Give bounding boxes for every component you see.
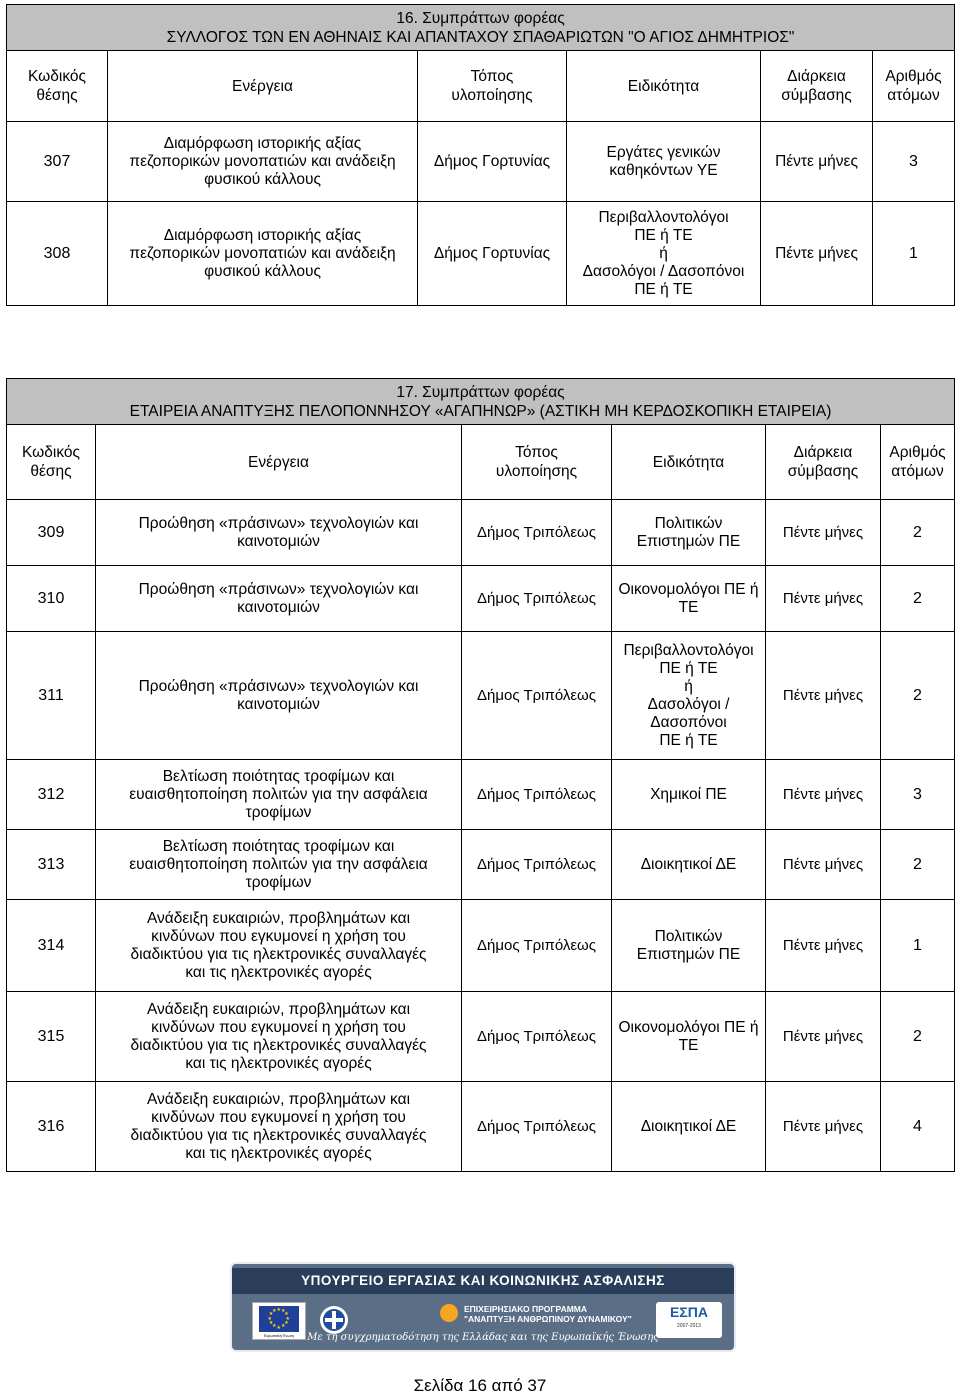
- position-code: 312: [7, 760, 96, 830]
- positions-table-17: [6, 378, 955, 1172]
- action-cell: Βελτίωση ποιότητας τροφίμων και ευαισθητοποίηση πολιτών για την ασφάλεια τροφίμων: [96, 830, 462, 900]
- duration-cell: Πέντε μήνες: [766, 632, 881, 760]
- section-title: [7, 379, 955, 425]
- star-icon: ★: [284, 1320, 289, 1326]
- organization-name: ΣΥΛΛΟΓΟΣ ΤΩΝ ΕΝ ΑΘΗΝΑΙΣ ΚΑΙ ΑΠΑΝΤΑΧΟΥ ΣΠΑΘΑΡΙΩΤΩΝ "Ο ΑΓΙΟΣ ΔΗΜΗΤΡΙΟΣ": [166, 29, 795, 46]
- specialty-cell: Περιβαλλοντολόγοι ΠΕ ή ΤΕ ή Δασολόγοι / Δασοπόνοι ΠΕ ή ΤΕ: [612, 632, 766, 760]
- header-action: Ενέργεια: [108, 51, 418, 122]
- action-cell: Προώθηση «πράσινων» τεχνολογιών και καινοτομιών: [96, 632, 462, 760]
- duration-cell: Πέντε μήνες: [761, 122, 873, 202]
- duration-cell: Πέντε μήνες: [761, 202, 873, 306]
- star-icon: ★: [281, 1307, 286, 1314]
- table-row: [7, 202, 955, 306]
- star-icon: ★: [276, 1306, 281, 1313]
- specialty-cell: Οικονομολόγοι ΠΕ ή ΤΕ: [612, 992, 766, 1082]
- section-number-title: 16. Συμπράττων φορέας: [396, 10, 565, 27]
- specialty-cell: Πολιτικών Επιστημών ΠΕ: [612, 500, 766, 566]
- program-logo-icon: [440, 1304, 458, 1322]
- position-code: 314: [7, 900, 96, 992]
- espa-label: ΕΣΠΑ: [670, 1304, 708, 1320]
- action-cell: Διαμόρφωση ιστορικής αξίας πεζοπορικών μονοπατιών και ανάδειξη φυσικού κάλλους: [108, 122, 418, 202]
- duration-cell: Πέντε μήνες: [766, 992, 881, 1082]
- place-cell: Δήμος Τριπόλεως: [462, 900, 612, 992]
- specialty-cell: Χημικοί ΠΕ: [612, 760, 766, 830]
- duration-cell: Πέντε μήνες: [766, 500, 881, 566]
- position-code: 309: [7, 500, 96, 566]
- table-row: [7, 122, 955, 202]
- section-number-title: 17. Συμπράττων φορέας: [396, 384, 565, 401]
- cofunding-slogan: Με τη συγχρηματοδότηση της Ελλάδας και της Ευρωπαϊκής Ένωσης: [307, 1332, 659, 1343]
- duration-cell: Πέντε μήνες: [766, 900, 881, 992]
- action-cell: Διαμόρφωση ιστορικής αξίας πεζοπορικών μονοπατιών και ανάδειξη φυσικού κάλλους: [108, 202, 418, 306]
- table-row: [7, 830, 955, 900]
- star-icon: ★: [281, 1323, 286, 1330]
- place-cell: Δήμος Τριπόλεως: [462, 632, 612, 760]
- duration-cell: Πέντε μήνες: [766, 830, 881, 900]
- header-specialty: Ειδικότητα: [567, 51, 761, 122]
- specialty-cell: Εργάτες γενικών καθηκόντων ΥΕ: [567, 122, 761, 202]
- people-count: 1: [881, 900, 955, 992]
- place-cell: Δήμος Τριπόλεως: [462, 992, 612, 1082]
- duration-cell: Πέντε μήνες: [766, 760, 881, 830]
- ministry-title: ΥΠΟΥΡΓΕΙΟ ΕΡΓΑΣΙΑΣ ΚΑΙ ΚΟΙΝΩΝΙΚΗΣ ΑΣΦΑΛΙΣΗΣ: [232, 1268, 734, 1294]
- place-cell: Δήμος Γορτυνίας: [418, 202, 567, 306]
- header-duration: Διάρκεια σύμβασης: [766, 425, 881, 500]
- duration-cell: Πέντε μήνες: [766, 566, 881, 632]
- people-count: 3: [873, 122, 955, 202]
- position-code: 307: [7, 122, 108, 202]
- place-cell: Δήμος Τριπόλεως: [462, 760, 612, 830]
- specialty-cell: Περιβαλλοντολόγοι ΠΕ ή ΤΕ ή Δασολόγοι / Δασοπόνοι ΠΕ ή ΤΕ: [567, 202, 761, 306]
- header-people: Αριθμός ατόμων: [873, 51, 955, 122]
- table-row: [7, 760, 955, 830]
- header-row: [7, 51, 955, 122]
- eu-caption: Ευρωπαϊκή Ένωση: [263, 1334, 295, 1338]
- action-cell: Ανάδειξη ευκαιριών, προβλημάτων και κινδύνων που εγκυμονεί η χρήση του διαδικτύου για τις ηλεκτρονικές συναλλαγές και τις ηλεκτρονικές αγορές: [96, 1082, 462, 1172]
- position-code: 313: [7, 830, 96, 900]
- header-code: Κωδικός θέσης: [7, 51, 108, 122]
- action-cell: Ανάδειξη ευκαιριών, προβλημάτων και κινδύνων που εγκυμονεί η χρήση του διαδικτύου για τις ηλεκτρονικές συναλλαγές και τις ηλεκτρονικές αγορές: [96, 992, 462, 1082]
- people-count: 3: [881, 760, 955, 830]
- table-row: [7, 632, 955, 760]
- espa-years: 2007-2013: [677, 1323, 701, 1329]
- position-code: 308: [7, 202, 108, 306]
- place-cell: Δήμος Τριπόλεως: [462, 566, 612, 632]
- people-count: 1: [873, 202, 955, 306]
- people-count: 2: [881, 830, 955, 900]
- star-icon: ★: [268, 1311, 274, 1317]
- people-count: 2: [881, 500, 955, 566]
- people-count: 2: [881, 632, 955, 760]
- action-cell: Βελτίωση ποιότητας τροφίμων και ευαισθητοποίηση πολιτών για την ασφάλεια τροφίμων: [96, 760, 462, 830]
- header-people: Αριθμός ατόμων: [881, 425, 955, 500]
- header-place: Τόπος υλοποίησης: [462, 425, 612, 500]
- star-icon: ★: [272, 1307, 277, 1314]
- header-code: Κωδικός θέσης: [7, 425, 96, 500]
- people-count: 2: [881, 992, 955, 1082]
- place-cell: Δήμος Τριπόλεως: [462, 1082, 612, 1172]
- funding-banner: [230, 1262, 736, 1352]
- header-place: Τόπος υλοποίησης: [418, 51, 567, 122]
- specialty-cell: Οικονομολόγοι ΠΕ ή ΤΕ: [612, 566, 766, 632]
- header-duration: Διάρκεια σύμβασης: [761, 51, 873, 122]
- action-cell: Προώθηση «πράσινων» τεχνολογιών και καινοτομιών: [96, 500, 462, 566]
- header-row: [7, 425, 955, 500]
- header-specialty: Ειδικότητα: [612, 425, 766, 500]
- people-count: 4: [881, 1082, 955, 1172]
- star-icon: ★: [272, 1323, 277, 1330]
- star-icon: ★: [276, 1324, 281, 1331]
- page-footer: Σελίδα 16 από 37: [413, 1376, 547, 1395]
- star-icon: ★: [285, 1315, 290, 1322]
- place-cell: Δήμος Τριπόλεως: [462, 500, 612, 566]
- specialty-cell: Πολιτικών Επιστημών ΠΕ: [612, 900, 766, 992]
- header-action: Ενέργεια: [96, 425, 462, 500]
- action-cell: Ανάδειξη ευκαιριών, προβλημάτων και κινδύνων που εγκυμονεί η χρήση του διαδικτύου για τις ηλεκτρονικές συναλλαγές και τις ηλεκτρονικές αγορές: [96, 900, 462, 992]
- people-count: 2: [881, 566, 955, 632]
- specialty-cell: Διοικητικοί ΔΕ: [612, 830, 766, 900]
- star-icon: ★: [267, 1315, 272, 1322]
- position-code: 310: [7, 566, 96, 632]
- position-code: 311: [7, 632, 96, 760]
- star-icon: ★: [284, 1311, 289, 1317]
- table-row: [7, 500, 955, 566]
- organization-name: ΕΤΑΙΡΕΙΑ ΑΝΑΠΤΥΞΗΣ ΠΕΛΟΠΟΝΝΗΣΟΥ «ΑΓΑΠΗΝΩΡ» (ΑΣΤΙΚΗ ΜΗ ΚΕΡΔΟΣΚΟΠΙΚΗ ΕΤΑΙΡΕΙΑ): [129, 403, 832, 420]
- table-row: [7, 900, 955, 992]
- place-cell: Δήμος Γορτυνίας: [418, 122, 567, 202]
- duration-cell: Πέντε μήνες: [766, 1082, 881, 1172]
- operational-program: ΕΠΙΧΕΙΡΗΣΙΑΚΟ ΠΡΟΓΡΑΜΜΑ "ΑΝΑΠΤΥΞΗ ΑΝΘΡΩΠΙΝΟΥ ΔΥΝΑΜΙΚΟΥ": [464, 1304, 632, 1324]
- star-icon: ★: [268, 1320, 274, 1326]
- position-code: 316: [7, 1082, 96, 1172]
- action-cell: Προώθηση «πράσινων» τεχνολογιών και καινοτομιών: [96, 566, 462, 632]
- table-row: [7, 992, 955, 1082]
- positions-table-16: [6, 4, 955, 306]
- section-title: [7, 5, 955, 51]
- position-code: 315: [7, 992, 96, 1082]
- place-cell: Δήμος Τριπόλεως: [462, 830, 612, 900]
- specialty-cell: Διοικητικοί ΔΕ: [612, 1082, 766, 1172]
- table-row: [7, 566, 955, 632]
- table-row: [7, 1082, 955, 1172]
